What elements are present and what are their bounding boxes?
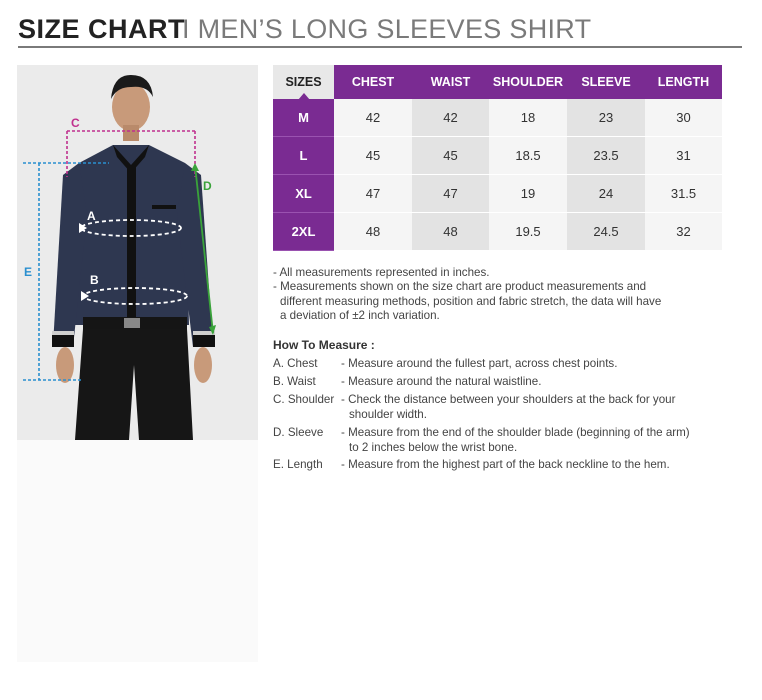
how-to-key: D. Sleeve <box>273 426 324 439</box>
sleeve-cell: 24.5 <box>567 213 645 251</box>
waist-cell: 45 <box>412 137 489 175</box>
waist-cell: 42 <box>412 99 489 137</box>
model-figure <box>17 65 258 440</box>
how-to-key: C. Shoulder <box>273 393 335 406</box>
label-c: C <box>71 116 80 130</box>
length-cell: 30 <box>645 99 722 137</box>
table-row <box>273 137 722 175</box>
header-waist: WAIST <box>412 65 489 99</box>
how-to-text: - Measure from the highest part of the back neckline to the hem. <box>341 458 670 471</box>
length-cell: 31 <box>645 137 722 175</box>
shoulder-cell: 19 <box>489 175 567 213</box>
sleeve-cell: 23 <box>567 99 645 137</box>
header-length: LENGTH <box>645 65 722 99</box>
how-to-text: - Check the distance between your shoulders at the back for your <box>341 393 676 406</box>
how-to-key: E. Length <box>273 458 323 471</box>
sleeve-cell: 24 <box>567 175 645 213</box>
label-b: B <box>90 273 99 287</box>
label-d: D <box>203 179 212 193</box>
length-cell: 31.5 <box>645 175 722 213</box>
figure-backdrop <box>17 440 258 662</box>
how-to-text: shoulder width. <box>349 408 427 421</box>
label-a: A <box>87 209 96 223</box>
header-shoulder: SHOULDER <box>489 65 567 99</box>
note-line: - Measurements shown on the size chart are product measurements and <box>273 280 647 294</box>
header-sleeve: SLEEVE <box>567 65 645 99</box>
how-to-text: to 2 inches below the wrist bone. <box>349 441 518 454</box>
how-to-text: - Measure from the end of the shoulder blade (beginning of the arm) <box>341 426 690 439</box>
table-row <box>273 99 722 137</box>
note-line: different measuring methods, position and fabric stretch, the data will have <box>280 294 662 308</box>
shoulder-cell: 19.5 <box>489 213 567 251</box>
chest-cell: 48 <box>334 213 412 251</box>
page-title: SIZE CHART <box>18 14 185 44</box>
page-header <box>18 12 742 48</box>
note-line: a deviation of ±2 inch variation. <box>280 309 440 323</box>
how-to-key: A. Chest <box>273 357 318 370</box>
table-header-row <box>273 65 722 99</box>
how-to-text: - Measure around the fullest part, across chest points. <box>341 357 618 370</box>
size-cell: M <box>273 99 334 137</box>
how-to-measure-title: How To Measure : <box>273 338 375 352</box>
how-to-key: B. Waist <box>273 375 316 388</box>
header-sizes: SIZES <box>273 65 334 99</box>
label-e: E <box>24 265 33 279</box>
size-cell: L <box>273 137 334 175</box>
page-subtitle: I MEN’S LONG SLEEVES SHIRT <box>182 14 592 44</box>
header-chest: CHEST <box>334 65 412 99</box>
size-table <box>273 65 722 251</box>
chest-cell: 42 <box>334 99 412 137</box>
how-to-text: - Measure around the natural waistline. <box>341 375 542 388</box>
waist-cell: 48 <box>412 213 489 251</box>
chest-cell: 47 <box>334 175 412 213</box>
shoulder-cell: 18.5 <box>489 137 567 175</box>
size-cell: XL <box>273 175 334 213</box>
measurement-notes <box>273 266 753 324</box>
shoulder-cell: 18 <box>489 99 567 137</box>
length-cell: 32 <box>645 213 722 251</box>
table-row <box>273 175 722 213</box>
note-line: - All measurements represented in inches. <box>273 266 490 279</box>
size-cell: 2XL <box>273 213 334 251</box>
chest-cell: 45 <box>334 137 412 175</box>
sleeve-cell: 23.5 <box>567 137 645 175</box>
table-row <box>273 213 722 251</box>
waist-cell: 47 <box>412 175 489 213</box>
